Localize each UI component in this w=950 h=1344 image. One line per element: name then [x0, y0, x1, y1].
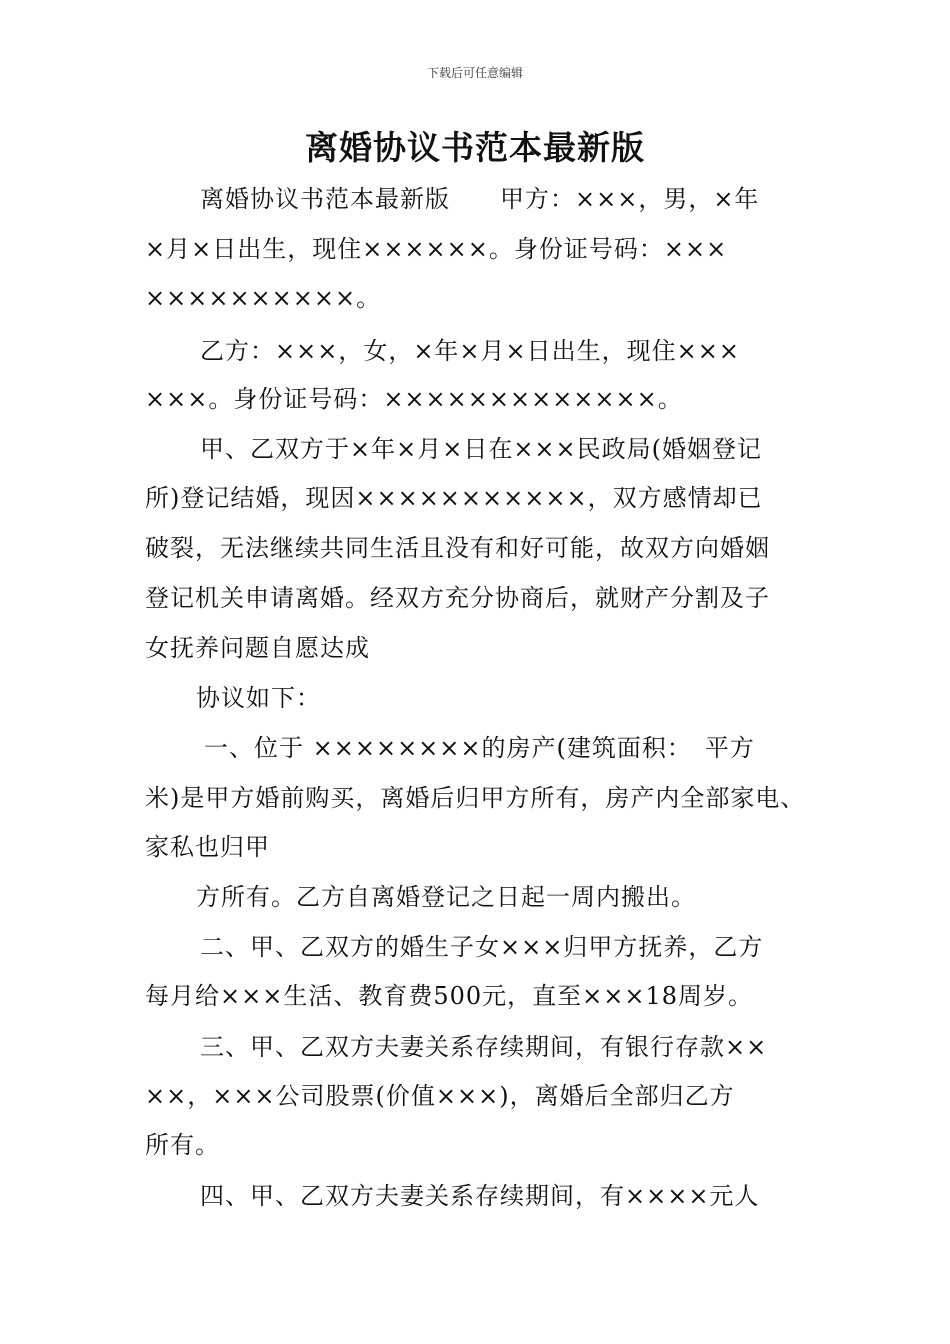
body-line: 家私也归甲 [145, 833, 270, 861]
body-line: 乙方：×××，女，×年×月×日出生，现住××× [200, 337, 740, 365]
body-line: ×月×日出生，现住××××××。身份证号码：××× [145, 235, 728, 263]
body-line: 一、位于 ××××××××的房产(建筑面积： 平方 [204, 734, 755, 762]
body-line: ××××××××××。 [145, 284, 382, 312]
body-line: 方所有。乙方自离婚登记之日起一周内搬出。 [196, 883, 696, 911]
body-line: 米)是甲方婚前购买，离婚后归甲方所有，房产内全部家电、 [145, 784, 806, 812]
body-line: 甲、乙双方于×年×月×日在×××民政局(婚姻登记 [200, 435, 763, 463]
body-line: 所有。 [145, 1131, 220, 1159]
document-title: 离婚协议书范本最新版 [305, 128, 645, 167]
body-line: ××，×××公司股票(价值×××)，离婚后全部归乙方 [145, 1082, 735, 1110]
body-line: 所)登记结婚，现因×××××××××××，双方感情却已 [145, 484, 763, 512]
body-line: 协议如下： [196, 684, 321, 712]
body-line: 每月给×××生活、教育费500元，直至×××18周岁。 [145, 982, 754, 1010]
body-line: 破裂，无法继续共同生活且没有和好可能，故双方向婚姻 [145, 534, 770, 562]
body-line: 离婚协议书范本最新版 甲方：×××，男，×年 [200, 185, 760, 213]
body-line: 四、甲、乙双方夫妻关系存续期间，有××××元人 [200, 1182, 760, 1210]
body-line: 二、甲、乙双方的婚生子女×××归甲方抚养，乙方 [200, 933, 764, 961]
page-header: 下载后可任意编辑 [426, 66, 523, 80]
body-line: 女抚养问题自愿达成 [145, 634, 370, 662]
body-line: 三、甲、乙双方夫妻关系存续期间，有银行存款×× [200, 1033, 768, 1061]
body-line: 登记机关申请离婚。经双方充分协商后，就财产分割及子 [145, 584, 770, 612]
body-line: ×××。身份证号码：×××××××××××××。 [145, 385, 683, 413]
